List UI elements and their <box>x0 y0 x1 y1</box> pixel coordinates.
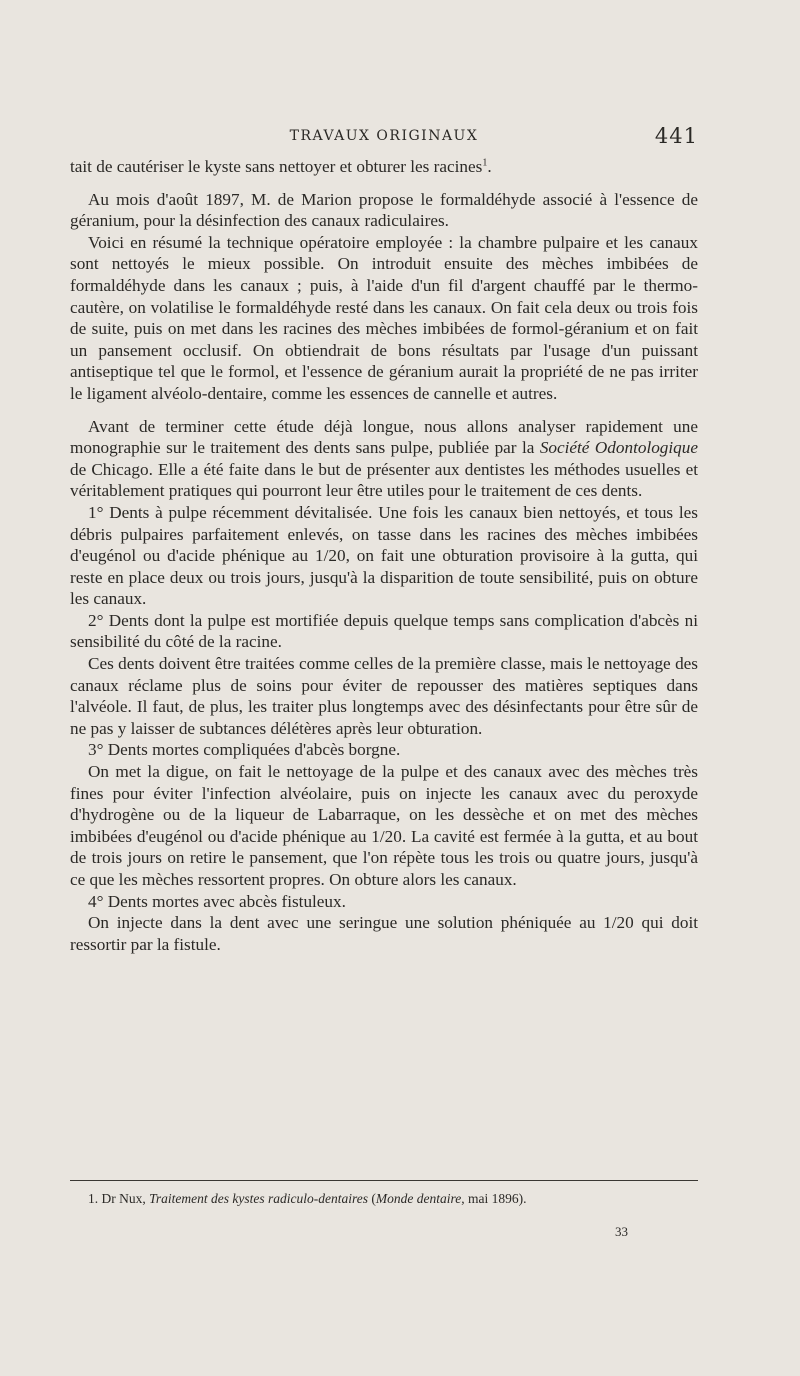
paragraph-continuation: tait de cautériser le kyste sans nettoyer et obturer les racines$^1$. <box>70 157 492 176</box>
footnote-reference: 1 <box>482 157 488 169</box>
page-header <box>70 124 698 152</box>
signature-mark: 33 <box>615 1224 628 1239</box>
paragraph: 4° Dents mortes avec abcès fistuleux. <box>88 891 346 911</box>
footnote-source: Monde dentaire <box>375 1191 462 1206</box>
paragraph: Au mois d'août 1897, M. de Marion propose le formaldéhyde associé à l'essence de géranium, pour la désinfection des canaux radiculaires. <box>70 189 698 231</box>
paragraph: On injecte dans la dent avec une seringue une solution phéniquée au 1/20 qui doit ressortir par la fistule. <box>70 913 698 954</box>
paragraph: Ces dents doivent être traitées comme celles de la première classe, mais le nettoyage des canaux réclame plus de soins pour éviter de repousser des matières septiques dans l'alvéole. Il faut, de plus, les traiter plus longtemps avec des désinfectants pour être sûr de ne pas y laisser de subtances délétères après leur obturation. <box>70 654 698 738</box>
page-number: 441 <box>654 124 698 148</box>
paragraph: Avant de terminer cette étude déjà longue, nous allons analyser rapidement une monographie sur le traitement des dents sans pulpe, publiée par la Société Odontologique de Chicago. Elle a été faite dans le but de présenter aux dentistes les méthodes usuelles et véritablement pratiques qui pourront leur être utiles pour le traitement de ces dents. <box>70 416 698 501</box>
paragraph: 2° Dents dont la pulpe est mortifiée depuis quelque temps sans complication d'abcès ni sensibilité du côté de la racine. <box>70 610 698 652</box>
paragraph: Voici en résumé la technique opératoire employée : la chambre pulpaire et les canaux sont nettoyés le mieux possible. On introduit ensuite des mèches imbibées de formaldéhyde dans les canaux ; puis, à l'aide d'un fil d'argent chauffé par le thermo-cautère, on volatilise le formaldéhyde resté dans les canaux. On fait cela deux ou trois fois de suite, puis on met dans les racines des mèches imbibées de formol-géranium et on fait un pansement occlusif. On obtiendrait de bons résultats par l'usage d'un puissant antiseptique tel que le formol, et l'essence de géranium aurait la propriété de ne pas irriter le ligament alvéolo-dentaire, comme les essences de cannelle et autres. <box>70 232 698 403</box>
paragraph: On met la digue, on fait le nettoyage de la pulpe et des canaux avec des mèches très fines pour éviter l'infection alvéolaire, puis on injecte les canaux avec du peroxyde d'hydrogène ou de la liqueur de Labarraque, on les dessèche et on met des mèches imbibées d'eugénol ou d'acide phénique au 1/20. La cavité est fermée à la gutta, et au bout de trois jours on retire le pansement, que l'on répète tous les trois ou quatre jours, jusqu'à ce que les mèches ressortent propres. On obture alors les canaux. <box>70 762 698 889</box>
footnote: 1. Dr Nux, Traitement des kystes radiculo-dentaires (Monde dentaire, mai 1896). <box>88 1191 527 1206</box>
footnote-title: Traitement des kystes radiculo-dentaires <box>149 1191 368 1206</box>
body-text <box>70 156 698 955</box>
paragraph: 3° Dents mortes compliquées d'abcès borgne. <box>88 740 401 760</box>
paragraph: 1° Dents à pulpe récemment dévitalisée. Une fois les canaux bien nettoyés, et tous les débris pulpaires parfaitement enlevés, on tasse dans les racines des mèches imbibées d'eugénol ou d'acide phénique au 1/20, on fait une obturation provisoire à la gutta, qui reste en place deux ou trois jours, jusqu'à la disparition de toute sensibilité, puis on obture les canaux. <box>70 502 698 609</box>
footnote-divider <box>70 1180 698 1181</box>
society-name: Société Odontologique <box>539 438 698 458</box>
running-title: TRAVAUX ORIGINAUX <box>289 128 479 144</box>
